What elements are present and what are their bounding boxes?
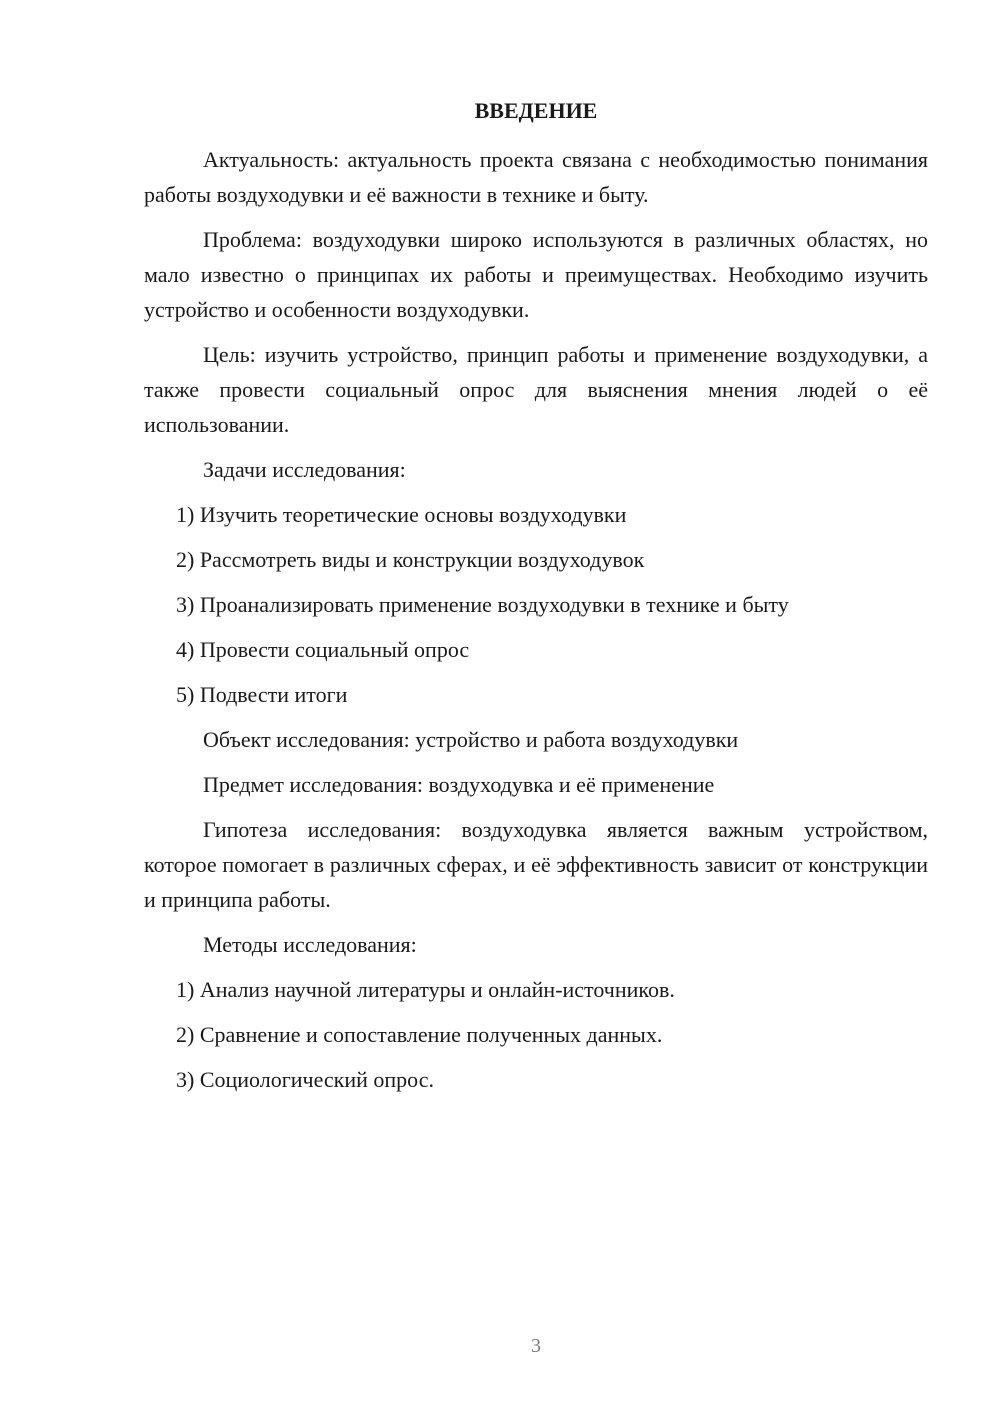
intro-body	[144, 142, 928, 1107]
methods-list	[144, 972, 928, 1097]
page-title: ВВЕДЕНИЕ	[474, 98, 598, 123]
list-item: 1) Анализ научной литературы и онлайн-источников.	[176, 977, 675, 1002]
methods-title: Методы исследования:	[203, 932, 417, 957]
tasks-title: Задачи исследования:	[203, 457, 406, 482]
list-item: 2) Сравнение и сопоставление полученных данных.	[176, 1022, 663, 1047]
tasks-list	[144, 497, 928, 712]
list-item: 2) Рассмотреть виды и конструкции воздуходувок	[176, 547, 645, 572]
subject-paragraph: Предмет исследования: воздуходувка и её применение	[203, 772, 715, 797]
list-item: 1) Изучить теоретические основы воздуходувки	[176, 502, 627, 527]
list-item: 3) Проанализировать применение воздуходувки в технике и быту	[176, 592, 789, 617]
relevance-paragraph: Актуальность: актуальность проекта связана с необходимостью понимания работы воздуходувки и её важности в технике и быту.	[144, 147, 928, 207]
page-number: 3	[531, 1335, 541, 1357]
hypothesis-paragraph: Гипотеза исследования: воздуходувка является важным устройством, которое помогает в различных сферах, и её эффективность зависит от конструкции и принципа работы.	[144, 817, 928, 912]
problem-paragraph: Проблема: воздуходувки широко используются в различных областях, но мало известно о принципах их работы и преимуществах. Необходимо изучить устройство и особенности воздуходувки.	[144, 227, 928, 322]
list-item: 4) Провести социальный опрос	[176, 637, 470, 662]
goal-paragraph: Цель: изучить устройство, принцип работы и применение воздуходувки, а также провести социальный опрос для выяснения мнения людей о её использовании.	[144, 342, 928, 437]
list-item: 5) Подвести итоги	[176, 682, 348, 707]
object-paragraph: Объект исследования: устройство и работа воздуходувки	[203, 727, 739, 752]
document-page	[144, 0, 928, 1414]
list-item: 3) Социологический опрос.	[176, 1067, 434, 1092]
